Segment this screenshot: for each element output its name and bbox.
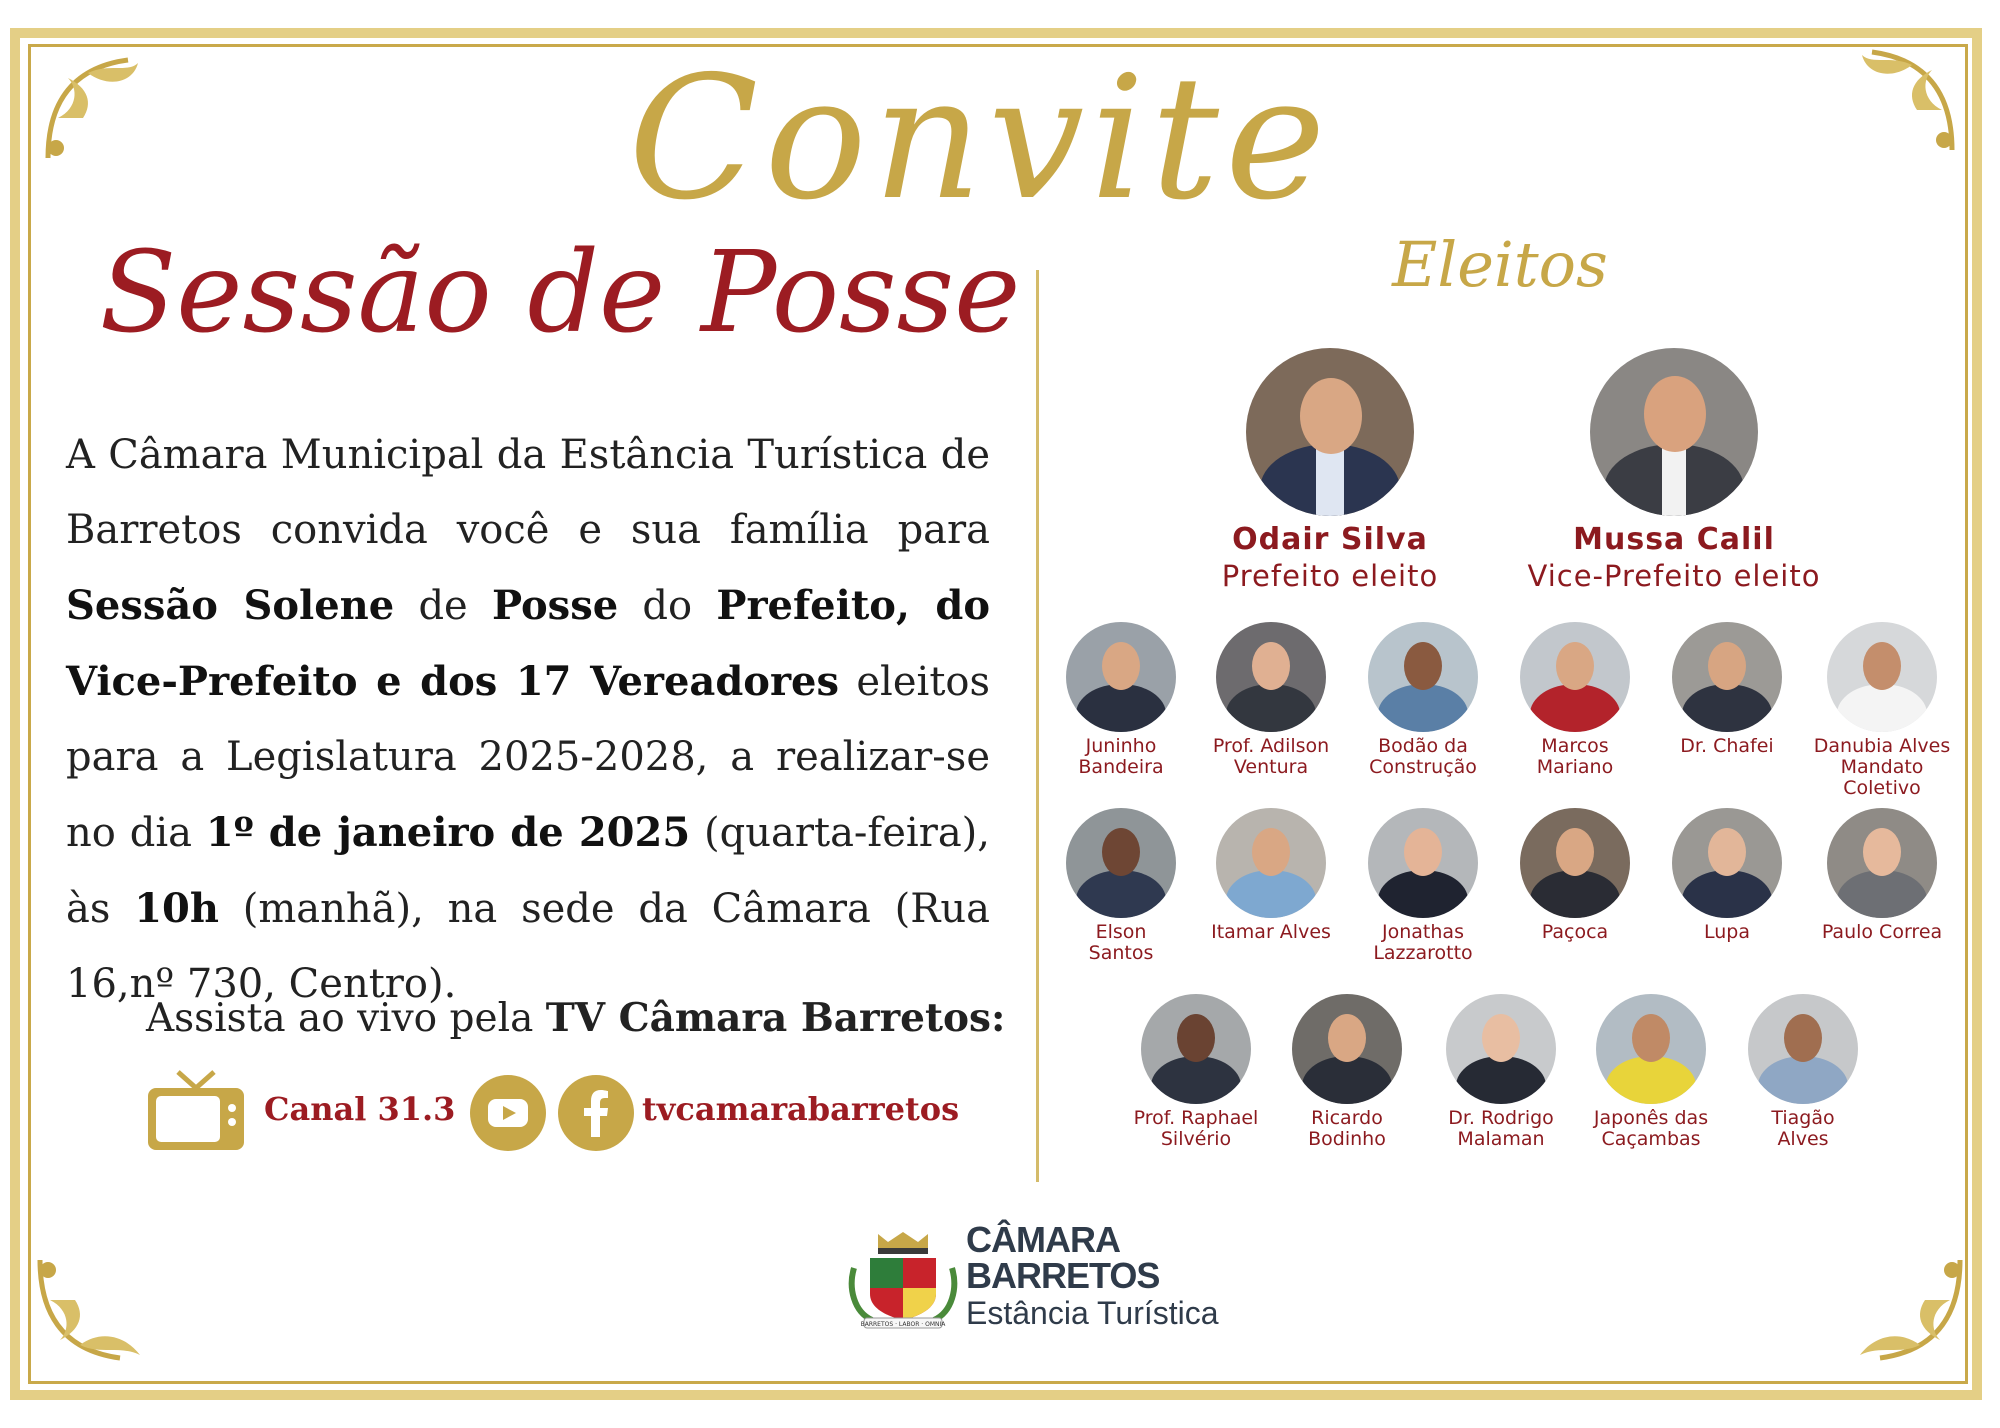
- ornament-icon: [1850, 1250, 1970, 1370]
- council-member: Paçoca: [1512, 808, 1638, 943]
- council-member: Japonês das Caçambas: [1586, 994, 1716, 1150]
- page-subtitle: Sessão de Posse: [99, 228, 1021, 358]
- council-member: Jonathas Lazzarotto: [1358, 808, 1488, 964]
- leader-role: Vice-Prefeito eleito: [1527, 559, 1821, 593]
- facebook-icon[interactable]: [558, 1075, 634, 1151]
- broadcast-text: Assista ao vivo pela TV Câmara Barretos:: [146, 995, 1006, 1041]
- council-member: Juninho Bandeira: [1058, 622, 1184, 778]
- council-member: Itamar Alves: [1196, 808, 1346, 943]
- column-divider: [1036, 270, 1039, 1182]
- social-handle[interactable]: tvcamarabarretos: [642, 1090, 960, 1128]
- vice-mayor-card: [1504, 348, 1844, 593]
- mayor-card: [1170, 348, 1490, 593]
- council-member: Ricardo Bodinho: [1284, 994, 1410, 1150]
- svg-text:BARRETOS · LABOR · OMNIA: BARRETOS · LABOR · OMNIA: [860, 1321, 946, 1328]
- leader-name: Odair Silva: [1232, 522, 1428, 557]
- council-member: Paulo Correa: [1800, 808, 1964, 943]
- council-member: Bodão da Construção: [1358, 622, 1488, 778]
- page-title: Convite: [628, 40, 1332, 238]
- avatar: [1246, 348, 1414, 516]
- council-member: Dr. Chafei: [1664, 622, 1790, 757]
- youtube-icon[interactable]: [470, 1075, 546, 1151]
- ornament-icon: [30, 1250, 150, 1370]
- council-member: Elson Santos: [1058, 808, 1184, 964]
- council-member: Dr. Rodrigo Malaman: [1436, 994, 1566, 1150]
- leader-role: Prefeito eleito: [1221, 559, 1439, 593]
- leader-name: Mussa Calil: [1573, 522, 1775, 557]
- elected-heading: Eleitos: [1392, 228, 1608, 301]
- council-member: Danubia Alves Mandato Coletivo: [1800, 622, 1964, 799]
- invitation-text: A Câmara Municipal da Estância Turística de Barretos convida você e sua família para Sessão Solene de Posse do Prefeito, do Vice-Prefeito e dos 17 Vereadores eleitos para a Legislatura 2025-2028, a realizar-se no dia 1º de janeiro de 2025 (quarta-feira), às 10h (manhã), na sede da Câmara (Rua 16,nº 730, Centro).: [66, 432, 991, 1007]
- tv-icon: [146, 1068, 246, 1152]
- council-member: Prof. Adilson Ventura: [1196, 622, 1346, 778]
- avatar: [1590, 348, 1758, 516]
- channel-label: Canal 31.3: [264, 1090, 456, 1128]
- chamber-logo: CÂMARA BARRETOS Estância Turística: [966, 1219, 1219, 1331]
- council-member: Marcos Mariano: [1512, 622, 1638, 778]
- crest-icon: [848, 1228, 958, 1332]
- council-member: Tiagão Alves: [1740, 994, 1866, 1150]
- council-member: Prof. Raphael Silvério: [1126, 994, 1266, 1150]
- council-member: Lupa: [1664, 808, 1790, 943]
